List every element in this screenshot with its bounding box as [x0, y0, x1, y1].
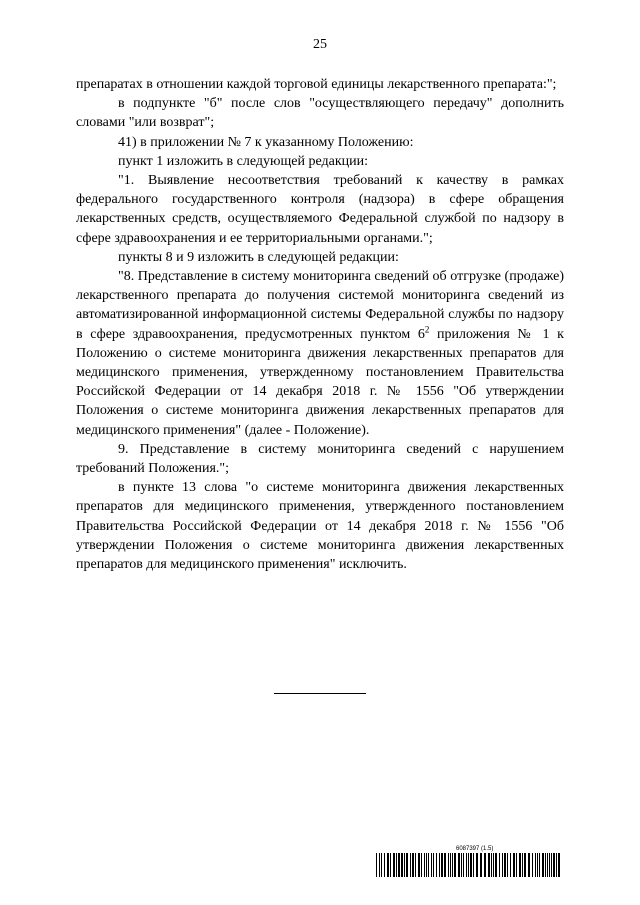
- barcode-bar: [431, 853, 432, 877]
- barcode-bar: [493, 853, 494, 877]
- barcode-bar: [476, 853, 478, 877]
- barcode-bar: [524, 853, 526, 877]
- barcode-bar: [463, 853, 464, 877]
- barcode-bar: [381, 853, 382, 877]
- barcode-bar: [547, 853, 548, 877]
- barcode-bar: [535, 853, 536, 877]
- footnote-superscript: 2: [424, 323, 430, 334]
- barcode-bar: [450, 853, 451, 877]
- barcode-bar: [406, 853, 408, 877]
- barcode-bar: [528, 853, 530, 877]
- barcode-bar: [504, 853, 506, 877]
- paragraph-9: в пункте 13 слова "о системе мониторинга движения лекарственных препаратов для медицинского применения, утвержденного постановлением Правительства Российской Федерации от 14 декабря 2018 г. № 1556 "Об утверждении Положения о системе мониторинга движения лекарственных препаратов для медицинского применения" исключить.: [76, 480, 564, 573]
- paragraph-3: 41) в приложении № 7 к указанному Положению:: [118, 134, 414, 150]
- barcode-bar: [421, 853, 422, 877]
- barcode-image: [376, 853, 562, 877]
- barcode-bar: [415, 853, 416, 877]
- document-body: [76, 75, 564, 574]
- paragraph-6: пункты 8 и 9 изложить в следующей редакции:: [118, 249, 399, 265]
- barcode-bar: [558, 853, 560, 877]
- paragraph-7: [76, 267, 564, 440]
- barcode-bar: [404, 853, 405, 877]
- barcode-bar: [458, 853, 460, 877]
- barcode-bar: [495, 853, 497, 877]
- barcode-bar: [507, 853, 508, 877]
- paragraph-1: препаратах в отношении каждой торговой единицы лекарственного препарата:";: [76, 77, 557, 92]
- barcode-bar: [436, 853, 437, 877]
- barcode-bar: [439, 853, 440, 877]
- barcode-bar: [473, 853, 474, 877]
- barcode-bar: [398, 853, 400, 877]
- barcode-bar: [532, 853, 533, 877]
- paragraph-8: 9. Представление в систему мониторинга сведений с нарушением требований Положения.";: [76, 441, 564, 477]
- paragraph-7-part-1: "8. Представление в систему мониторинга сведений об отгрузке (продаже) лекарственного препарата до получения системой мониторинга сведений из автоматизированной информационной системы Федеральной службы по надзору в сфере здравоохранения, предусмотренных пунктом 6: [76, 269, 564, 342]
- barcode-bar: [418, 853, 420, 877]
- barcode-bar: [376, 853, 377, 877]
- barcode-bar: [502, 853, 503, 877]
- barcode-bar: [390, 853, 391, 877]
- paragraph-4: пункт 1 изложить в следующей редакции:: [118, 153, 368, 169]
- paragraph-2: в подпункте "б" после слов "осуществляющего передачу" дополнить словами "или возврат";: [76, 96, 564, 131]
- barcode-bar: [444, 853, 446, 877]
- barcode-bar: [401, 853, 403, 877]
- barcode-bar: [468, 853, 469, 877]
- barcode-bar: [551, 853, 552, 877]
- barcode-bar: [499, 853, 500, 877]
- barcode-bar: [537, 853, 538, 877]
- barcode-bar: [549, 853, 550, 877]
- barcode-bar: [539, 853, 540, 877]
- barcode-bar: [448, 853, 449, 877]
- barcode-bar: [542, 853, 544, 877]
- barcode-bar: [553, 853, 555, 877]
- barcode-bar: [387, 853, 389, 877]
- barcode-bar: [470, 853, 472, 877]
- barcode-bar: [522, 853, 523, 877]
- end-separator-line: [274, 693, 366, 694]
- barcode-bar: [545, 853, 546, 877]
- barcode-bar: [379, 853, 380, 877]
- barcode-bar: [396, 853, 397, 877]
- barcode-bar: [410, 853, 411, 877]
- barcode-bar: [484, 853, 486, 877]
- barcode-bar: [480, 853, 482, 877]
- barcode-bar: [424, 853, 425, 877]
- barcode-bar: [461, 853, 462, 877]
- barcode-bar: [556, 853, 557, 877]
- barcode-bar: [454, 853, 456, 877]
- barcode-bar: [516, 853, 517, 877]
- barcode-bar: [488, 853, 490, 877]
- barcode-bar: [513, 853, 515, 877]
- barcode-bar: [426, 853, 427, 877]
- page-number: 25: [313, 37, 327, 52]
- barcode-bar: [519, 853, 521, 877]
- barcode-bar: [428, 853, 429, 877]
- paragraph-7-part-2: приложения № 1 к Положению о системе мониторинга движения лекарственных препаратов для медицинского применения, утвержденному постановлением Правительства Российской Федерации от 14 декабря 2018 г. № 1556 "Об утверждении Положения о системе мониторинга движения лекарственных препаратов для медицинского применения" (далее - Положение).: [76, 326, 564, 438]
- barcode-bar: [510, 853, 511, 877]
- barcode-bar: [412, 853, 414, 877]
- barcode-bar: [441, 853, 443, 877]
- barcode-bar: [384, 853, 385, 877]
- barcode-bar: [433, 853, 434, 877]
- paragraph-5: "1. Выявление несоответствия требований к качеству в рамках федерального государственного контроля (надзора) в сфере обращения лекарственных средств, осуществляемого Федеральной службой по надзору в сфере здравоохранения и ее территориальными органами.";: [76, 173, 564, 246]
- barcode-bar: [393, 853, 395, 877]
- barcode-bar: [491, 853, 492, 877]
- document-code: 6087397 (1.5): [456, 846, 494, 852]
- barcode-bar: [466, 853, 467, 877]
- barcode-bar: [452, 853, 453, 877]
